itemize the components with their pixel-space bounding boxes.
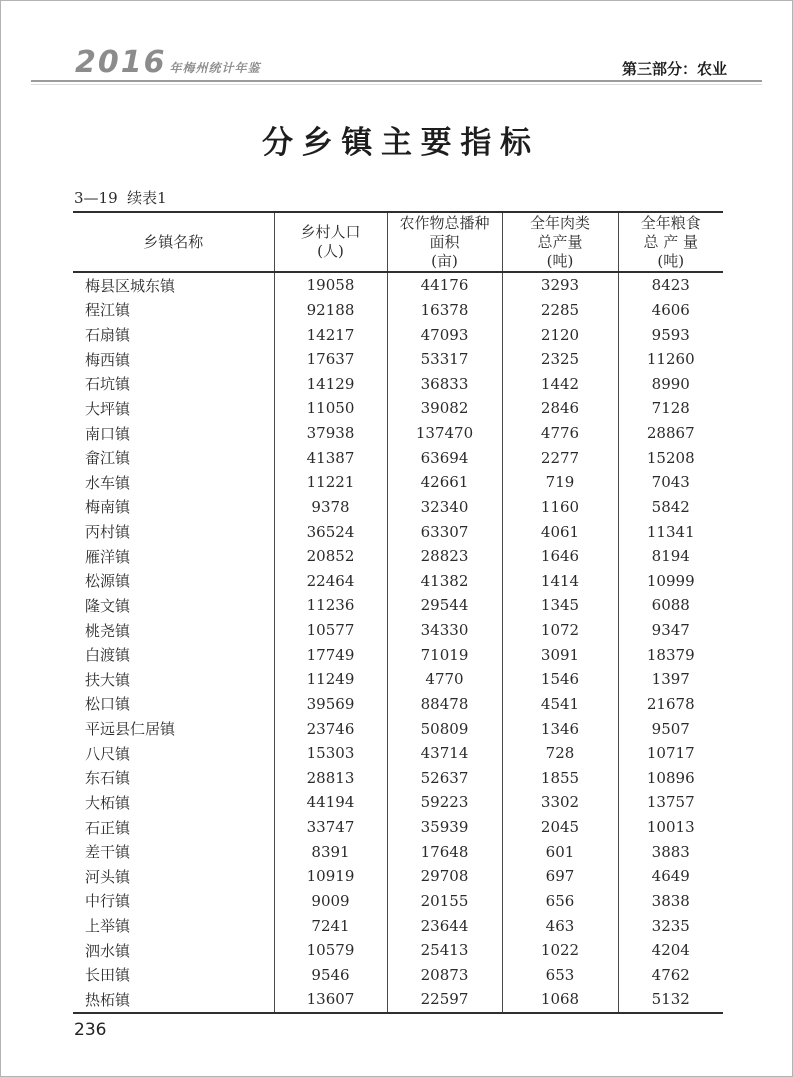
value-cell: 1346 xyxy=(502,716,618,741)
table-header xyxy=(73,212,723,272)
value-cell: 13607 xyxy=(274,987,387,1013)
value-cell: 10919 xyxy=(274,864,387,889)
value-cell: 37938 xyxy=(274,421,387,446)
value-cell: 32340 xyxy=(387,495,502,520)
value-cell: 44194 xyxy=(274,790,387,815)
header-line: (吨) xyxy=(546,251,574,270)
value-cell: 4762 xyxy=(618,963,723,988)
column-header-crop-sown-area xyxy=(387,212,502,272)
value-cell: 14129 xyxy=(274,372,387,397)
value-cell: 10579 xyxy=(274,938,387,963)
value-cell: 1646 xyxy=(502,544,618,569)
town-name-cell: 泗水镇 xyxy=(85,941,131,960)
header-line: (吨) xyxy=(657,251,685,270)
page-number: 236 xyxy=(74,1020,107,1040)
value-cell: 2325 xyxy=(502,347,618,372)
value-cell: 20873 xyxy=(387,963,502,988)
value-cell: 3235 xyxy=(618,913,723,938)
town-name-cell: 差干镇 xyxy=(85,843,131,862)
value-cell: 28813 xyxy=(274,766,387,791)
value-cell: 10577 xyxy=(274,618,387,643)
table-row xyxy=(73,445,723,470)
value-cell: 7241 xyxy=(274,913,387,938)
value-cell: 601 xyxy=(502,839,618,864)
value-cell: 11236 xyxy=(274,593,387,618)
table-row xyxy=(73,298,723,323)
value-cell: 17749 xyxy=(274,642,387,667)
value-cell: 15208 xyxy=(618,445,723,470)
value-cell: 4776 xyxy=(502,421,618,446)
value-cell: 2285 xyxy=(502,298,618,323)
value-cell: 59223 xyxy=(387,790,502,815)
table-body xyxy=(73,272,723,1013)
value-cell: 29708 xyxy=(387,864,502,889)
table-header-row xyxy=(73,212,723,272)
value-cell: 34330 xyxy=(387,618,502,643)
value-cell: 17648 xyxy=(387,839,502,864)
town-name-cell: 上举镇 xyxy=(85,917,131,936)
table-row xyxy=(73,544,723,569)
table-row xyxy=(73,519,723,544)
value-cell: 9347 xyxy=(618,618,723,643)
value-cell: 52637 xyxy=(387,766,502,791)
value-cell: 11341 xyxy=(618,519,723,544)
table-row xyxy=(73,692,723,717)
column-header-annual-grain-output xyxy=(618,212,723,272)
statistics-table xyxy=(73,211,723,1014)
value-cell: 43714 xyxy=(387,741,502,766)
value-cell: 42661 xyxy=(387,470,502,495)
value-cell: 9378 xyxy=(274,495,387,520)
town-name-cell: 梅县区城东镇 xyxy=(85,276,176,295)
column-header-rural-population xyxy=(274,212,387,272)
town-name-cell: 河头镇 xyxy=(85,867,131,886)
header-line: 全年肉类 xyxy=(529,213,590,232)
value-cell: 1160 xyxy=(502,495,618,520)
table-row xyxy=(73,864,723,889)
town-name-cell: 大柘镇 xyxy=(85,793,131,812)
value-cell: 11050 xyxy=(274,396,387,421)
header-line: 全年粮食 xyxy=(640,213,701,232)
town-name-cell: 隆文镇 xyxy=(85,596,131,615)
yearbook-logo xyxy=(75,45,261,80)
table-row xyxy=(73,839,723,864)
town-name-cell: 平远县仁居镇 xyxy=(85,720,176,739)
value-cell: 3091 xyxy=(502,642,618,667)
value-cell: 47093 xyxy=(387,322,502,347)
header-line: (亩) xyxy=(431,251,458,270)
value-cell: 1022 xyxy=(502,938,618,963)
value-cell: 2846 xyxy=(502,396,618,421)
table-row xyxy=(73,421,723,446)
page-title: 分乡镇主要指标 xyxy=(261,125,540,161)
value-cell: 9546 xyxy=(274,963,387,988)
value-cell: 36833 xyxy=(387,372,502,397)
table-row xyxy=(73,372,723,397)
town-name-cell: 桃尧镇 xyxy=(85,621,131,640)
value-cell: 656 xyxy=(502,889,618,914)
value-cell: 11260 xyxy=(618,347,723,372)
value-cell: 41387 xyxy=(274,445,387,470)
table-row xyxy=(73,790,723,815)
value-cell: 1072 xyxy=(502,618,618,643)
value-cell: 13757 xyxy=(618,790,723,815)
value-cell: 23746 xyxy=(274,716,387,741)
value-cell: 11249 xyxy=(274,667,387,692)
value-cell: 22597 xyxy=(387,987,502,1013)
value-cell: 719 xyxy=(502,470,618,495)
value-cell: 7128 xyxy=(618,396,723,421)
value-cell: 463 xyxy=(502,913,618,938)
value-cell: 7043 xyxy=(618,470,723,495)
value-cell: 36524 xyxy=(274,519,387,544)
table-row xyxy=(73,938,723,963)
value-cell: 10013 xyxy=(618,815,723,840)
value-cell: 63694 xyxy=(387,445,502,470)
town-name-cell: 石坑镇 xyxy=(85,375,131,394)
value-cell: 3302 xyxy=(502,790,618,815)
value-cell: 3883 xyxy=(618,839,723,864)
town-name-cell: 八尺镇 xyxy=(85,744,131,763)
table-row xyxy=(73,495,723,520)
header-line: 面积 xyxy=(429,232,460,251)
table-row xyxy=(73,716,723,741)
value-cell: 4649 xyxy=(618,864,723,889)
table-row xyxy=(73,593,723,618)
value-cell: 39082 xyxy=(387,396,502,421)
value-cell: 1345 xyxy=(502,593,618,618)
value-cell: 1414 xyxy=(502,569,618,594)
town-name-cell: 白渡镇 xyxy=(85,646,131,665)
value-cell: 71019 xyxy=(387,642,502,667)
header-line: 乡村人口 xyxy=(300,223,361,241)
value-cell: 33747 xyxy=(274,815,387,840)
town-name-cell: 梅南镇 xyxy=(85,498,131,517)
town-name-cell: 水车镇 xyxy=(85,473,131,492)
value-cell: 2045 xyxy=(502,815,618,840)
header-rule xyxy=(31,80,762,85)
value-cell: 4770 xyxy=(387,667,502,692)
value-cell: 20852 xyxy=(274,544,387,569)
value-cell: 44176 xyxy=(387,272,502,298)
value-cell: 9507 xyxy=(618,716,723,741)
value-cell: 19058 xyxy=(274,272,387,298)
value-cell: 3293 xyxy=(502,272,618,298)
value-cell: 3838 xyxy=(618,889,723,914)
table-row xyxy=(73,272,723,298)
header-line: 总 产 量 xyxy=(643,232,699,251)
table-row xyxy=(73,470,723,495)
value-cell: 1442 xyxy=(502,372,618,397)
value-cell: 8423 xyxy=(618,272,723,298)
value-cell: 1855 xyxy=(502,766,618,791)
logo-suffix-text: 年梅州统计年鉴 xyxy=(169,61,261,75)
value-cell: 11221 xyxy=(274,470,387,495)
value-cell: 15303 xyxy=(274,741,387,766)
table-row xyxy=(73,347,723,372)
table-row xyxy=(73,322,723,347)
value-cell: 137470 xyxy=(387,421,502,446)
value-cell: 4541 xyxy=(502,692,618,717)
value-cell: 653 xyxy=(502,963,618,988)
value-cell: 9593 xyxy=(618,322,723,347)
table-row xyxy=(73,396,723,421)
table-row xyxy=(73,667,723,692)
value-cell: 1068 xyxy=(502,987,618,1013)
table-row xyxy=(73,913,723,938)
table-row xyxy=(73,766,723,791)
town-name-cell: 南口镇 xyxy=(85,424,131,443)
value-cell: 39569 xyxy=(274,692,387,717)
value-cell: 22464 xyxy=(274,569,387,594)
header-line: 总产量 xyxy=(537,232,583,251)
table-row xyxy=(73,987,723,1013)
value-cell: 63307 xyxy=(387,519,502,544)
value-cell: 29544 xyxy=(387,593,502,618)
value-cell: 14217 xyxy=(274,322,387,347)
value-cell: 88478 xyxy=(387,692,502,717)
header-line: (人) xyxy=(317,242,344,260)
column-header-town-name xyxy=(73,212,274,272)
column-header-annual-meat-output xyxy=(502,212,618,272)
table-row xyxy=(73,889,723,914)
town-name-cell: 热柘镇 xyxy=(73,987,274,1013)
value-cell: 4204 xyxy=(618,938,723,963)
value-cell: 5132 xyxy=(618,987,723,1013)
table-row xyxy=(73,815,723,840)
value-cell: 10999 xyxy=(618,569,723,594)
table-row xyxy=(73,618,723,643)
value-cell: 697 xyxy=(502,864,618,889)
value-cell: 20155 xyxy=(387,889,502,914)
value-cell: 18379 xyxy=(618,642,723,667)
table-row xyxy=(73,963,723,988)
header-line: 乡镇名称 xyxy=(143,232,204,251)
value-cell: 92188 xyxy=(274,298,387,323)
value-cell: 25413 xyxy=(387,938,502,963)
value-cell: 28867 xyxy=(618,421,723,446)
value-cell: 10896 xyxy=(618,766,723,791)
town-name-cell: 丙村镇 xyxy=(85,523,131,542)
value-cell: 1397 xyxy=(618,667,723,692)
value-cell: 8194 xyxy=(618,544,723,569)
town-name-cell: 畲江镇 xyxy=(85,449,131,468)
value-cell: 10717 xyxy=(618,741,723,766)
value-cell: 9009 xyxy=(274,889,387,914)
value-cell: 728 xyxy=(502,741,618,766)
value-cell: 17637 xyxy=(274,347,387,372)
value-cell: 2277 xyxy=(502,445,618,470)
town-name-cell: 程江镇 xyxy=(85,301,131,320)
section-label: 第三部分：农业 xyxy=(621,60,727,78)
value-cell: 23644 xyxy=(387,913,502,938)
town-name-cell: 梅西镇 xyxy=(85,350,131,369)
town-name-cell: 雁洋镇 xyxy=(85,547,131,566)
value-cell: 4061 xyxy=(502,519,618,544)
value-cell: 1546 xyxy=(502,667,618,692)
value-cell: 50809 xyxy=(387,716,502,741)
value-cell: 5842 xyxy=(618,495,723,520)
value-cell: 4606 xyxy=(618,298,723,323)
table-label: 3—19 续表1 xyxy=(74,189,167,207)
value-cell: 21678 xyxy=(618,692,723,717)
value-cell: 53317 xyxy=(387,347,502,372)
value-cell: 28823 xyxy=(387,544,502,569)
value-cell: 8391 xyxy=(274,839,387,864)
header-line: 农作物总播种 xyxy=(399,213,490,232)
value-cell: 35939 xyxy=(387,815,502,840)
value-cell: 8990 xyxy=(618,372,723,397)
table-row xyxy=(73,741,723,766)
town-name-cell: 石正镇 xyxy=(85,818,131,837)
town-name-cell: 松源镇 xyxy=(85,572,131,591)
town-name-cell: 石扇镇 xyxy=(85,326,131,345)
town-name-cell: 长田镇 xyxy=(85,966,131,985)
logo-year-text: 2016 xyxy=(75,45,167,80)
town-name-cell: 东石镇 xyxy=(85,769,131,788)
table-row xyxy=(73,569,723,594)
value-cell: 2120 xyxy=(502,322,618,347)
value-cell: 41382 xyxy=(387,569,502,594)
town-name-cell: 大坪镇 xyxy=(85,399,131,418)
value-cell: 6088 xyxy=(618,593,723,618)
town-name-cell: 松口镇 xyxy=(85,695,131,714)
town-name-cell: 扶大镇 xyxy=(85,670,131,689)
town-name-cell: 中行镇 xyxy=(85,892,131,911)
value-cell: 16378 xyxy=(387,298,502,323)
table-row xyxy=(73,642,723,667)
